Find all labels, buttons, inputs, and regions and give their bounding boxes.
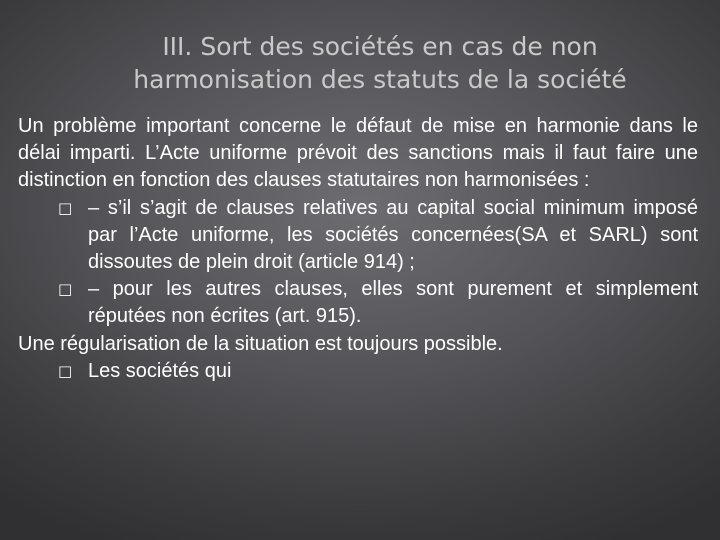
slide-title-line-2: harmonisation des statuts de la société — [133, 65, 627, 94]
bullet-text-capital: – s’il s’agit de clauses relatives au capital social minimum imposé par l’Acte uniforme, les sociétés concernées(SA et SARL) sont dissoutes de plein droit (article 914) ; — [88, 196, 698, 274]
checkbox-bullet-icon: □ — [58, 280, 73, 299]
bullet-item-other-clauses — [18, 276, 698, 330]
bullet-item-capital — [18, 195, 698, 277]
checkbox-bullet-icon: □ — [58, 361, 73, 380]
bullet-text-other-clauses: – pour les autres clauses, elles sont purement et simplement réputées non écrites (art. 915). — [88, 278, 698, 328]
closing-paragraph: Une régularisation de la situation est toujours possible. — [18, 332, 503, 355]
slide-body — [18, 113, 698, 385]
checkbox-bullet-icon: □ — [58, 198, 73, 217]
intro-paragraph: Un problème important concerne le défaut de mise en harmonie dans le délai imparti. L’Acte uniforme prévoit des sanctions mais il faut faire une distinction en fonction des clauses statutaires non harmonisées : — [18, 115, 698, 192]
bullet-item-final — [18, 358, 698, 385]
slide-title — [80, 30, 680, 96]
slide-title-line-1: III. Sort des sociétés en cas de non — [162, 32, 598, 61]
bullet-text-final: Les sociétés qui — [88, 359, 232, 382]
